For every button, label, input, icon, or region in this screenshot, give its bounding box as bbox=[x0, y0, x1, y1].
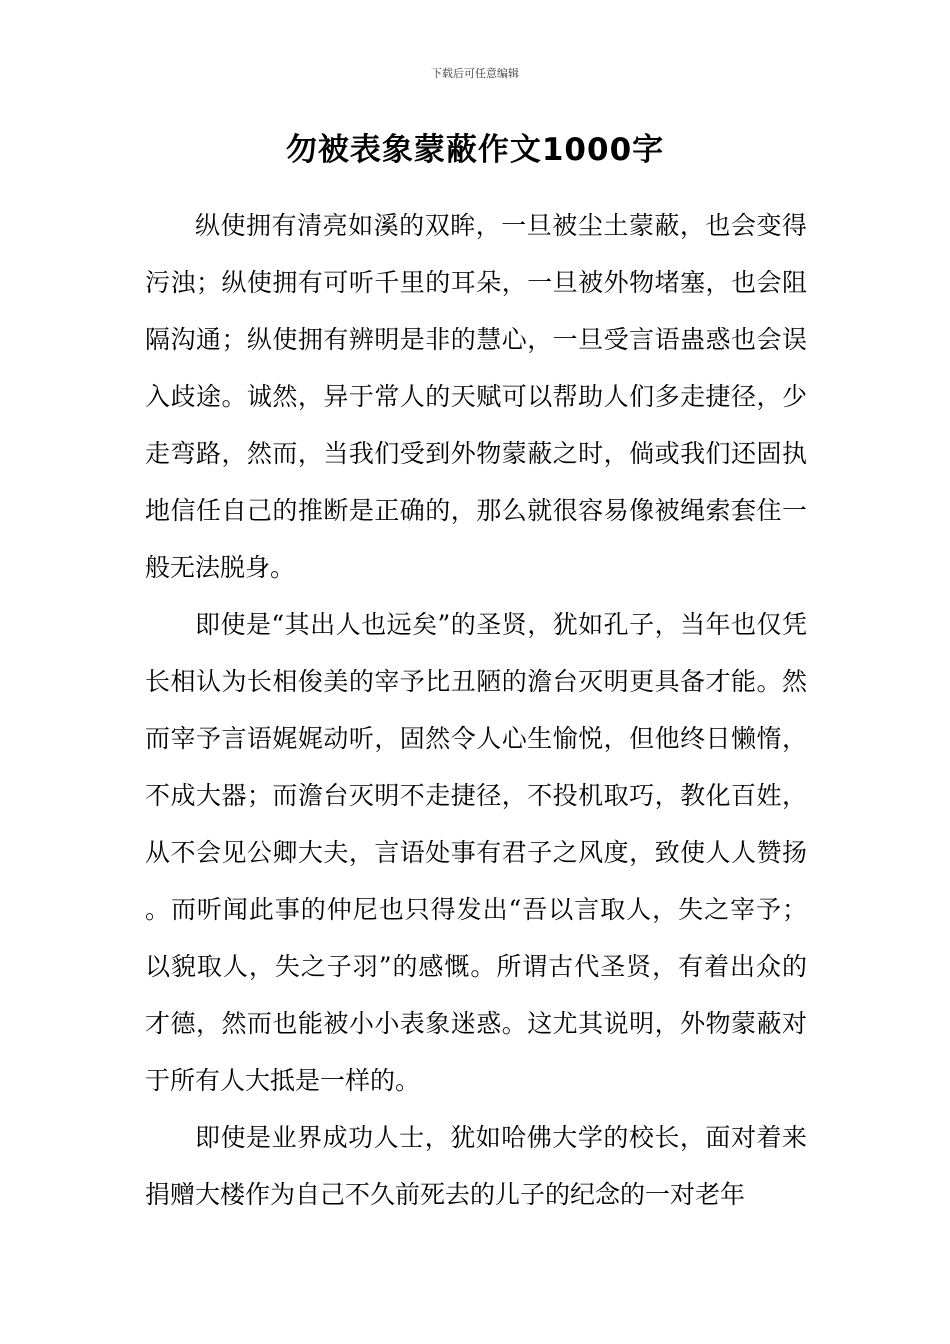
header-note: 下载后可任意编辑 bbox=[431, 67, 519, 80]
document-title: 勿被表象蒙蔽作文1000字 bbox=[285, 132, 665, 168]
paragraph-3: 即使是业界成功人士，犹如哈佛大学的校长，面对着来捐赠大楼作为自己不久前死去的儿子的纪念的一对老年 bbox=[145, 1123, 807, 1209]
paragraph-2: 即使是“其出人也远矣”的圣贤，犹如孔子，当年也仅凭长相认为长相俊美的宰予比丑陋的澹台灭明更具备才能。然而宰予言语娓娓动听，固然令人心生愉悦，但他终日懒惰，不成大器；而澹台灭明不走捷径，不投机取巧，教化百姓，从不会见公卿大夫，言语处事有君子之风度，致使人人赞扬。而听闻此事的仲尼也只得发出“吾以言取人，失之宰予；以貌取人，失之子羽”的感慨。所谓古代圣贤，有着出众的才德，然而也能被小小表象迷惑。这尤其说明，外物蒙蔽对于所有人大抵是一样的。 bbox=[145, 610, 807, 1095]
document-body bbox=[145, 197, 807, 1223]
paragraph-1: 纵使拥有清亮如溪的双眸，一旦被尘土蒙蔽，也会变得污浊；纵使拥有可听千里的耳朵，一旦被外物堵塞，也会阻隔沟通；纵使拥有辨明是非的慧心，一旦受言语蛊惑也会误入歧途。诚然，异于常人的天赋可以帮助人们多走捷径，少走弯路，然而，当我们受到外物蒙蔽之时，倘或我们还固执地信任自己的推断是正确的，那么就很容易像被绳索套住一般无法脱身。 bbox=[145, 211, 807, 582]
